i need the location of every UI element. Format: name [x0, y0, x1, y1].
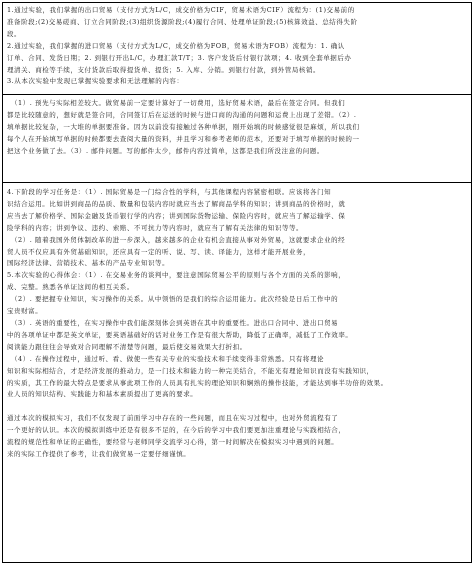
text-line: 准备阶段;(2)交易磋商、订立合同阶段;(3)组织货源阶段;(4)履行合同、处理单证阶段;(5)核算效益、总结得失阶 — [7, 17, 358, 26]
text-line: 来的实际工作提供了参考，让我们做贸易一定要仔细谨慎。 — [7, 449, 191, 458]
text-line: 贸人员不仅应具有外贸基础知识，还应具有一定的听、说、写、读、译能力，这样才能开展业务， — [7, 247, 311, 256]
text-line — [7, 401, 466, 413]
text-line: （4）. 在操作过程中，通过听、看、做使一些有关专业的实验技术和手续变得非常熟悉。只有将理论 — [11, 354, 325, 363]
text-line: 把这个业务做了去。（3）. 邮件问题。写的邮件太少，邮件内容过简单，这都是我们所没注意的问题。 — [7, 146, 324, 155]
text-line: 1.通过实验，我们掌握的出口贸易（支付方式为L/C，成交价格为CIF，贸易术语为CIF）流程为：(1)交易前的 — [7, 6, 355, 14]
trade-process-section — [3, 5, 471, 88]
text-line: （2）. 随着我国外贸体制改革的进一步深入，越来越多的企业有机会直接从事对外贸易，这就要求企业的经 — [11, 235, 346, 244]
text-line: 5.本次实验的心得体会：（1）. 在交易业务的谈判中，要注意国际贸易公平的原则与各个方面的关系的影响， — [7, 271, 346, 280]
text-line: 通过本次的模拟实习，我们不仅发现了前面学习中存在的一些问题，而且在实习过程中，也对外贸流程有了 — [7, 414, 339, 423]
text-line: 业人员的知识结构、实践能力和基本素质提出了更高的要求。 — [7, 390, 198, 399]
text-line: 都是比较随意的，想好就是签合同，合同签订后在运送的时候与进口商的沟通的问题和运费上出现了差错。（2）. — [7, 110, 357, 119]
text-line: 一个更好的认识。本次的模拟训练中还是有很多不足的，在今后的学习中我们要更加注重理论与实践相结合， — [7, 426, 346, 435]
text-line: 阅读能力跟往往会导致对合同理解不清楚等问题，最后使交易效果大打折扣。 — [7, 342, 247, 351]
text-line: 理清关、商检等手续，支付货款后取得提货单、提货；5. 入库、分销。到银行付款，到外管局核销。 — [7, 65, 321, 74]
text-line: 3.从本次实验中发现已掌握实验要求和无法理解的内容： — [7, 77, 184, 86]
text-line: 应当去了解价格学、国际金融及货币银行学的内容；讲到国际货物运输、保险内容时，就应当了解运输学、保 — [7, 211, 346, 220]
text-line: 识结合运用。比如讲到商品的品质、数量和包装内容时就应当去了解商品学科的知识；讲到商品的价格时，就 — [7, 199, 346, 208]
text-line: 段。 — [7, 29, 22, 38]
text-line: （1）. 预先与实际相差较大。做贸易前一定要计算好了一切费用，选好贸易术语，最后在签定合同。但我们 — [11, 99, 346, 107]
text-line: （3）. 英语的重要性，在实习操作中我们能深刻体会到英语在其中的重要性。进出口合同中、进出口贸易 — [11, 318, 339, 327]
text-line: 2.通过实验，我们掌握的进口贸易（支付方式为L/C，成交价格为FOB，贸易术语为FOB）流程为：1. 确认 — [7, 41, 345, 50]
text-line: （2）. 要把握专业知识，实习操作的关系。从中领悟的是我们的综合运用能力。此次经验是日后工作中的 — [11, 295, 339, 304]
text-line: 填单据比较复杂，一大堆的单据要准备。因为以前没有接触过各种单据，刚开始填的时候感觉很是麻烦，所以我们 — [7, 122, 360, 131]
text-line: 的实质，其工作的最大特点是要求从事此项工作的人员具有扎实的理论知识和娴熟的操作技能，才能达到事半功倍的效果。 — [7, 378, 388, 387]
experiment-report-document — [2, 2, 472, 563]
text-line: 每个人在开始填写单据的时候都要去查阅大量的资料，并且学习和参考老师的范本，还要对于填写单据的时候的一 — [7, 134, 360, 143]
text-line: 知识和实际相结合，才是经济发展的推动力，是一门技术和能力的一种完美结合，不能光有理论知识而没有实践知识， — [7, 366, 374, 375]
text-line: 成、完整。熟悉各单证这间的相互关系。 — [7, 283, 134, 292]
text-line: 国际经济法律、营销技术、基本的产品专业知识等。 — [7, 259, 170, 268]
text-line: 中的各项单证中都是英文单证，要英语基础好的话对业务工作是有很大帮助，降低了正确率，减低了工作效率。 — [7, 330, 353, 339]
text-line: 4.下阶段的学习任务是：（1）. 国际贸易是一门综合性的学科，与其他课程内容紧密相联。应该将各门知 — [7, 188, 332, 196]
text-line: 流程的规范性和单证的正确性，要经常与老师同学交流学习心得，第一时间解决在模拟实习中遇到的问题。 — [7, 438, 339, 447]
text-line: 订单、合同、发货日期；2. 到银行开出L/C，办理汇款T/T；3. 客户发货后付银行款项；4. 收到全套单据后办 — [7, 53, 352, 62]
problems-found-section — [3, 94, 471, 183]
learning-tasks-section — [3, 187, 471, 461]
text-line: 宝贵财富。 — [7, 307, 43, 316]
text-line: 险学科的内容；讲到争议、违约、索赔、不可抗力等内容时，就应当了解有关法律的知识等等。 — [7, 223, 304, 232]
